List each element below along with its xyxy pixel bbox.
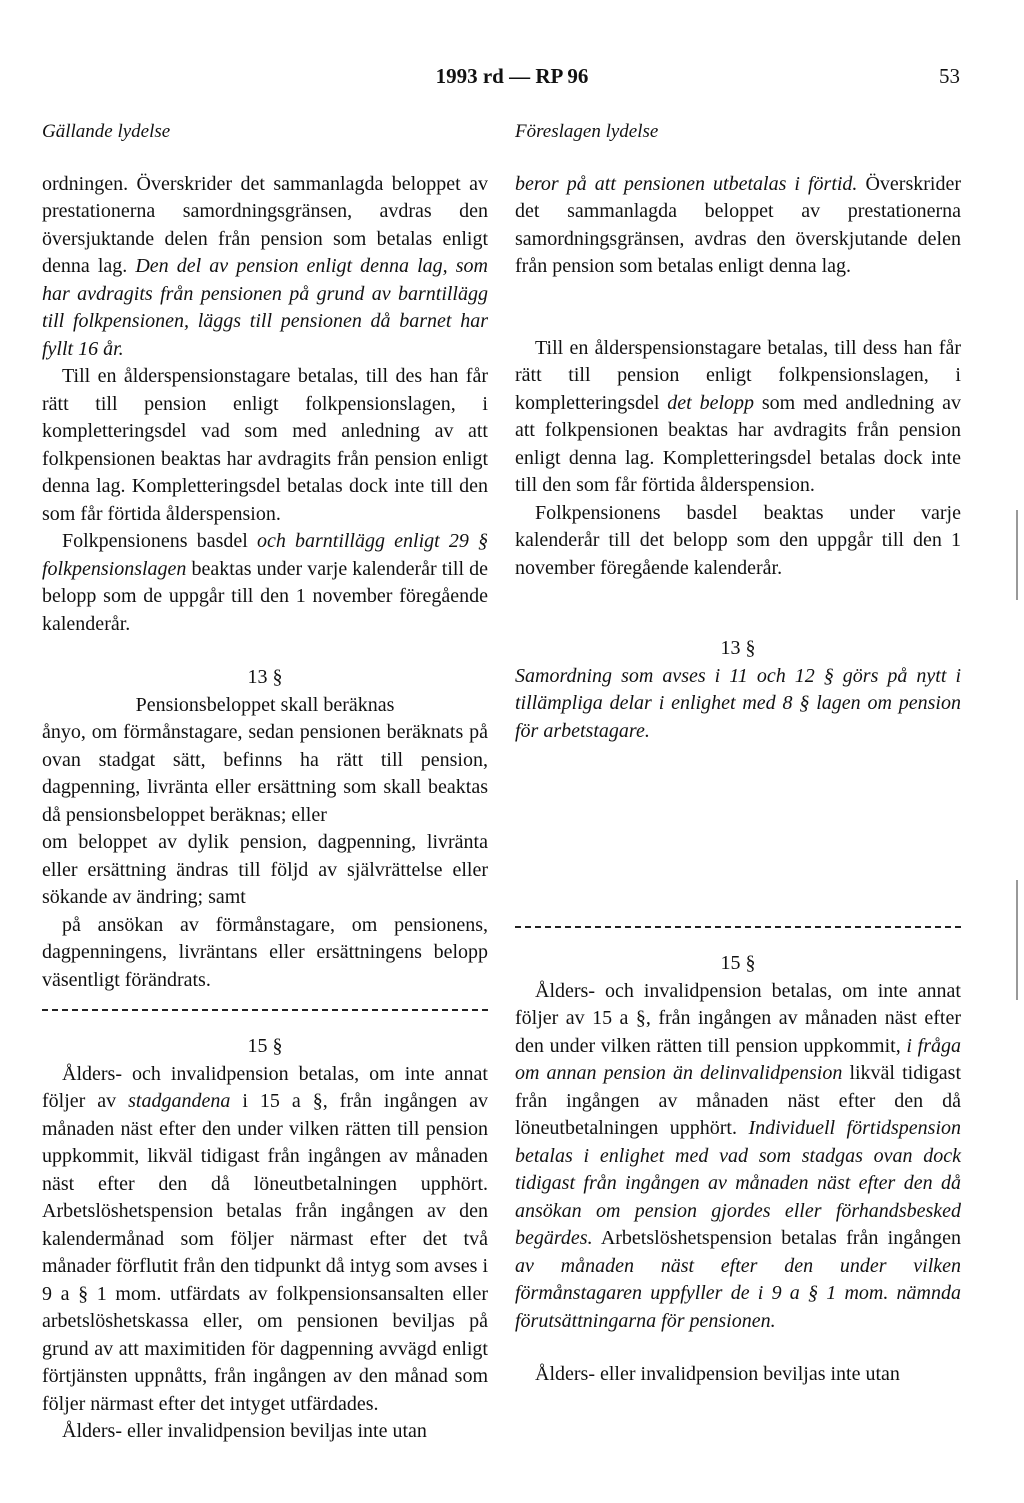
scan-edge-mark <box>1016 880 1018 1000</box>
left-section-13-number: 13 § <box>247 666 283 688</box>
left-paragraph-2: Till en ålderspensionstagare betalas, till des han får rätt till pension enligt folkpensionslagen, i kompletteringsdel vad som med anledning av att folkpensionen beaktas har avdragits från pension enligt denna lag. Kompletteringsdel betalas dock inte till den som får förtida ålderspension. <box>42 365 488 525</box>
text-run: ordningen. Överskrider det sammanlagda beloppet av prestationerna samordningsgränsen, avdras den översjuktande delen från pension som betalas enligt denna lag. <box>42 172 488 277</box>
text-run: Ålders- och invalidpension betalas, om inte annat följer av <box>42 1062 488 1112</box>
left-section-13-paragraph-3: på ansökan av förmånstagare, om pensionens, dagpenningens, livräntans eller ersättningens belopp väsentligt förändrats. <box>42 913 488 991</box>
right-paragraph-1 <box>515 171 961 281</box>
text-run: likväl tidigast från ingången av månaden näst efter den då löneutbetalningen upphört. <box>515 1062 961 1139</box>
italic-text-run: i fråga om annan pension än delinvalidpension <box>515 1034 961 1084</box>
italic-text-run: beror på att pensionen utbetalas i förtid. <box>515 172 858 195</box>
left-section-15-number: 15 § <box>247 1035 283 1057</box>
text-run: Arbetslöshetspension betalas från ingången <box>592 1227 961 1249</box>
left-paragraph-3 <box>42 528 488 638</box>
italic-text-run: av månaden näst efter den under vilken förmånstagaren uppfyller de i 9 a § 1 mom. nämnda förutsättningarna för pensionen. <box>515 1254 961 1332</box>
text-run: beaktas under varje kalenderår till de belopp som de uppgår till den 1 november föregående kalenderår. <box>42 557 488 635</box>
right-column-heading: Föreslagen lydelse <box>515 121 659 142</box>
page-number: 53 <box>939 64 960 88</box>
left-section-15-paragraph-2: Ålders- eller invalidpension beviljas inte utan <box>62 1420 427 1442</box>
text-run: i 15 a §, från ingången av månaden näst efter den under vilken rätten till pension uppkommit, likväl tidigast från ingången av månaden näst efter den då löneutbetalningen upphört. Arbetslöshetspension betalas från ingången av den kalendermånad som följer närmast efter det två månader förflutit från den tidpunkt då intyg som avses i 9 a § 1 mom. utfärdats av folkpensionsansalten eller arbetslöshetskassa eller, om pensionen beviljas på grund av att maximitiden för dagpenning avvägd enligt förtjänsten uppnåtts, från ingången av den månad som följer närmast efter det intyget utfärdades. <box>42 1090 489 1415</box>
text-run: Ålders- och invalidpension betalas, om inte annat följer av 15 a §, från ingången av månaden näst efter den under vilken rätten till pension uppkommit, <box>515 979 961 1057</box>
left-section-13-paragraph-1: ånyo, om förmånstagare, sedan pensionen beräknats på ovan stadgat sätt, befinns ha rätt till pension, dagpenning, livränta eller ersättning som skall beaktas då pensionsbeloppet beräknas; eller <box>42 721 488 826</box>
italic-text-run: Den del av pension enligt denna lag, som har avdragits från pensionen på grund av barntillägg till folkpensionen, läggs till pensionen då barnet har fyllt 16 år. <box>42 255 488 360</box>
right-paragraph-2 <box>515 335 961 500</box>
right-column-proposed-wording <box>515 118 961 1389</box>
left-column-heading: Gällande lydelse <box>42 121 171 142</box>
text-run: Folkpensionens basdel <box>62 530 257 552</box>
italic-text-run: stadgandena <box>128 1090 231 1112</box>
text-run: som med andledning av att folkpensionen beaktas har avdragits från pension enligt denna lag. Kompletteringsdel betalas dock inte till den som får förtida ålderspension. <box>515 391 961 496</box>
left-column-current-wording <box>42 118 488 1446</box>
left-section-13-paragraph-2: om beloppet av dylik pension, dagpenning, livränta eller ersättning ändras till följd av självrättelse eller sökande av ändring; samt <box>42 831 488 908</box>
right-section-13-number: 13 § <box>720 637 756 659</box>
right-section-13-text: Samordning som avses i 11 och 12 § görs på nytt i tillämpliga delar i enlighet med 8 § lagen om pension för arbetstagare. <box>515 664 961 742</box>
italic-text-run: Individuell förtidspension betalas i enlighet med vad som stadgas ovan dock tidigast från ingången av månaden näst efter den då ansökan om pension gjordes eller förhandsbesked begärdes. <box>515 1117 961 1249</box>
left-section-15-paragraph-1 <box>42 1061 488 1419</box>
italic-text-run: och barntillägg enligt 29 § folkpensionslagen <box>42 530 488 580</box>
page-header-title: 1993 rd — RP 96 <box>435 64 589 88</box>
right-section-15-number: 15 § <box>720 952 756 974</box>
italic-text-run: det belopp <box>667 391 755 414</box>
right-paragraph-3: Folkpensionens basdel beaktas under varje kalenderår till det belopp som den uppgår till den 1 november föregående kalenderår. <box>515 501 961 579</box>
left-section-13-title: Pensionsbeloppet skall beräknas <box>135 693 395 716</box>
right-section-15-paragraph-2: Ålders- eller invalidpension beviljas inte utan <box>535 1363 900 1385</box>
scan-edge-mark <box>1016 510 1018 600</box>
text-run: Överskrider det sammanlagda beloppet av prestationerna samordningsgränsen, avdras den överskjutande delen från pension som betalas enligt denna lag. <box>515 172 961 277</box>
text-run: Till en ålderspensionstagare betalas, till dess han får rätt till pension enligt folkpensionslagen, i kompletteringsdel <box>515 336 961 414</box>
right-section-15-paragraph-1 <box>515 978 961 1336</box>
left-paragraph-1 <box>42 171 488 364</box>
